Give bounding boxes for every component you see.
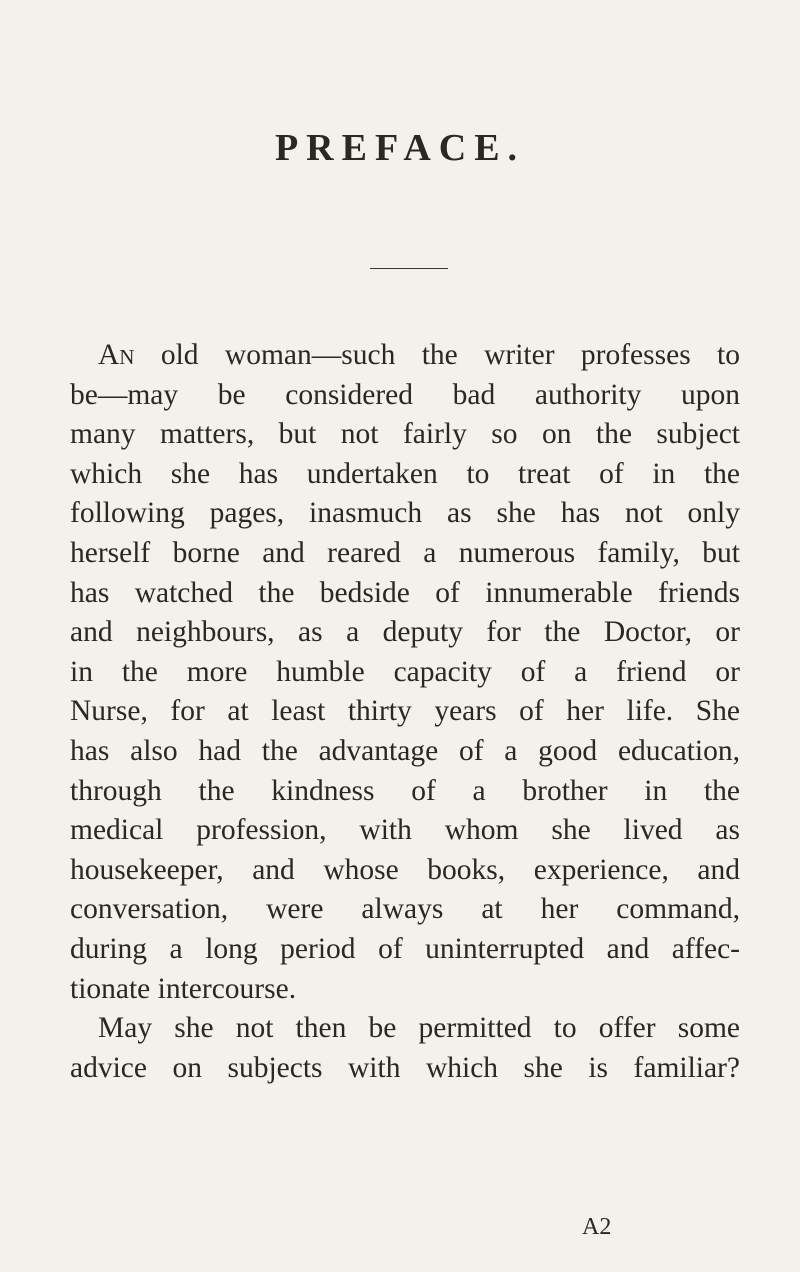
paragraph-1-line-2: be—may be considered bad authority upon xyxy=(70,378,740,411)
paragraph-1-line-16: during a long period of uninterrupted and affec- xyxy=(70,932,740,965)
paragraph-1-line-10: Nurse, for at least thirty years of her life. She xyxy=(70,695,740,728)
paragraph-1-line-15: conversation, were always at her command, xyxy=(70,893,740,926)
paragraph-1 xyxy=(70,336,740,1009)
paragraph-1-line-13: medical profession, with whom she lived as xyxy=(70,814,740,847)
preface-body xyxy=(70,336,740,1088)
paragraph-2 xyxy=(70,1009,740,1088)
paragraph-1-line-3: many matters, but not fairly so on the subject xyxy=(70,418,740,451)
paragraph-1-line-11: has also had the advantage of a good education, xyxy=(70,734,740,767)
paragraph-1-line-4: which she has undertaken to treat of in the xyxy=(70,457,740,490)
paragraph-1-line-17: tionate intercourse. xyxy=(70,972,297,1005)
paragraph-1-line-8: and neighbours, as a deputy for the Doctor, or xyxy=(70,616,740,649)
paragraph-1-line-1 xyxy=(70,336,740,376)
paragraph-1-line-14: housekeeper, and whose books, experience, and xyxy=(70,853,740,886)
line-text: old woman—such the writer professes to xyxy=(134,339,740,371)
paragraph-2-line-2: advice on subjects with which she is familiar? xyxy=(70,1051,740,1084)
signature-mark: A2 xyxy=(582,1214,612,1240)
paragraph-1-line-6: herself borne and reared a numerous family, but xyxy=(70,536,740,569)
paragraph-1-line-5: following pages, inasmuch as she has not only xyxy=(70,497,740,530)
paragraph-1-line-7: has watched the bedside of innumerable friends xyxy=(70,576,740,609)
page-title: PREFACE. xyxy=(274,127,526,169)
paragraph-1-line-12: through the kindness of a brother in the xyxy=(70,774,740,807)
title-rule-divider xyxy=(370,268,448,269)
lead-word: An xyxy=(98,339,135,371)
paragraph-1-line-9: in the more humble capacity of a friend or xyxy=(70,655,740,688)
paragraph-2-line-1: May she not then be permitted to offer some xyxy=(98,1012,740,1045)
